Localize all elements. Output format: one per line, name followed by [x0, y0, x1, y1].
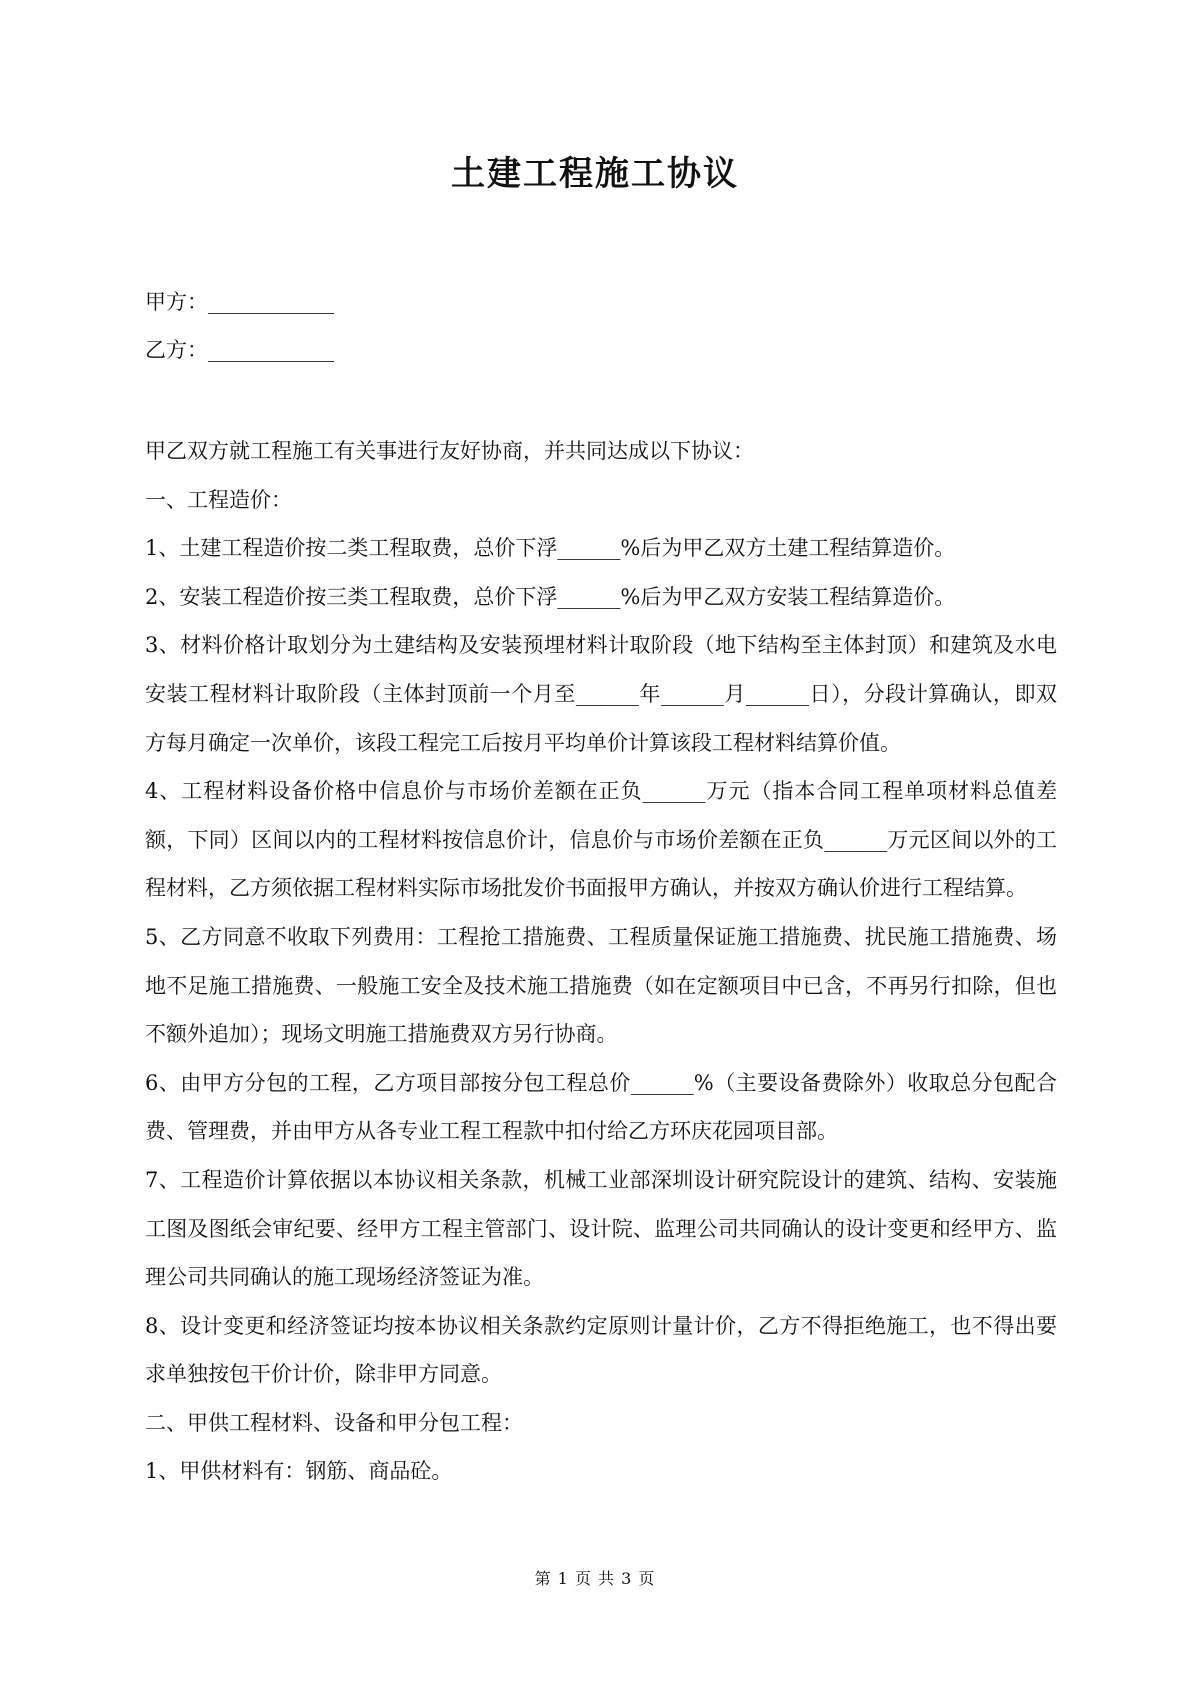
section-heading: 二、甲供工程材料、设备和甲分包工程：	[145, 1410, 523, 1435]
intro-paragraph: 甲乙双方就工程施工有关事进行友好协商，并共同达成以下协议：	[145, 439, 754, 463]
clause-paragraph: 5、乙方同意不收取下列费用：工程抢工措施费、工程质量保证施工措施费、扰民施工措施费、场地不足施工措施费、一般施工安全及技术施工措施费（如在定额项目中已含，不再另行扣除，但也不额外追加）；现场文明施工措施费双方另行协商。	[145, 924, 1057, 1047]
clause-paragraph: 1、土建工程造价按二类工程取费，总价下浮______%后为甲乙双方土建工程结算造价。	[145, 536, 956, 561]
clause-paragraph: 1、甲供材料有：钢筋、商品砼。	[145, 1459, 453, 1484]
clause-paragraph: 8、设计变更和经济签证均按本协议相关条款约定原则计量计价，乙方不得拒绝施工，也不得出要求单独按包干价计价，除非甲方同意。	[145, 1313, 1057, 1387]
clause-paragraph: 6、由甲方分包的工程，乙方项目部按分包工程总价______%（主要设备费除外）收取总分包配合费、管理费，并由甲方从各专业工程工程款中扣付给乙方环庆花园项目部。	[145, 1070, 1057, 1144]
party-b-line: 乙方：____________	[145, 338, 334, 362]
clause-paragraph: 4、工程材料设备价格中信息价与市场价差额在正负______万元（指本合同工程单项材料总值差额，下同）区间以内的工程材料按信息价计，信息价与市场价差额在正负______万元区间以外的工程材料，乙方须依据工程材料实际市场批发价书面报甲方确认，并按双方确认价进行工程结算。	[145, 779, 1057, 901]
section-heading: 一、工程造价：	[145, 487, 292, 512]
page-number-footer: 第 1 页 共 3 页	[534, 1569, 656, 1588]
agreement-body	[145, 427, 1057, 1496]
clause-paragraph: 2、安装工程造价按三类工程取费，总价下浮______%后为甲乙双方安装工程结算造价。	[145, 584, 956, 609]
party-a-line: 甲方：____________	[145, 290, 334, 314]
clause-paragraph: 7、工程造价计算依据以本协议相关条款，机械工业部深圳设计研究院设计的建筑、结构、安装施工图及图纸会审纪要、经甲方工程主管部门、设计院、监理公司共同确认的设计变更和经甲方、监理公司共同确认的施工现场经济签证为准。	[145, 1167, 1057, 1290]
document-title: 土建工程施工协议	[451, 154, 739, 194]
clause-paragraph: 3、材料价格计取划分为土建结构及安装预埋材料计取阶段（地下结构至主体封顶）和建筑及水电安装工程材料计取阶段（主体封顶前一个月至______年______月______日），分段计算确认，即双方每月确定一次单价，该段工程完工后按月平均单价计算该段工程材料结算价值。	[145, 633, 1057, 755]
